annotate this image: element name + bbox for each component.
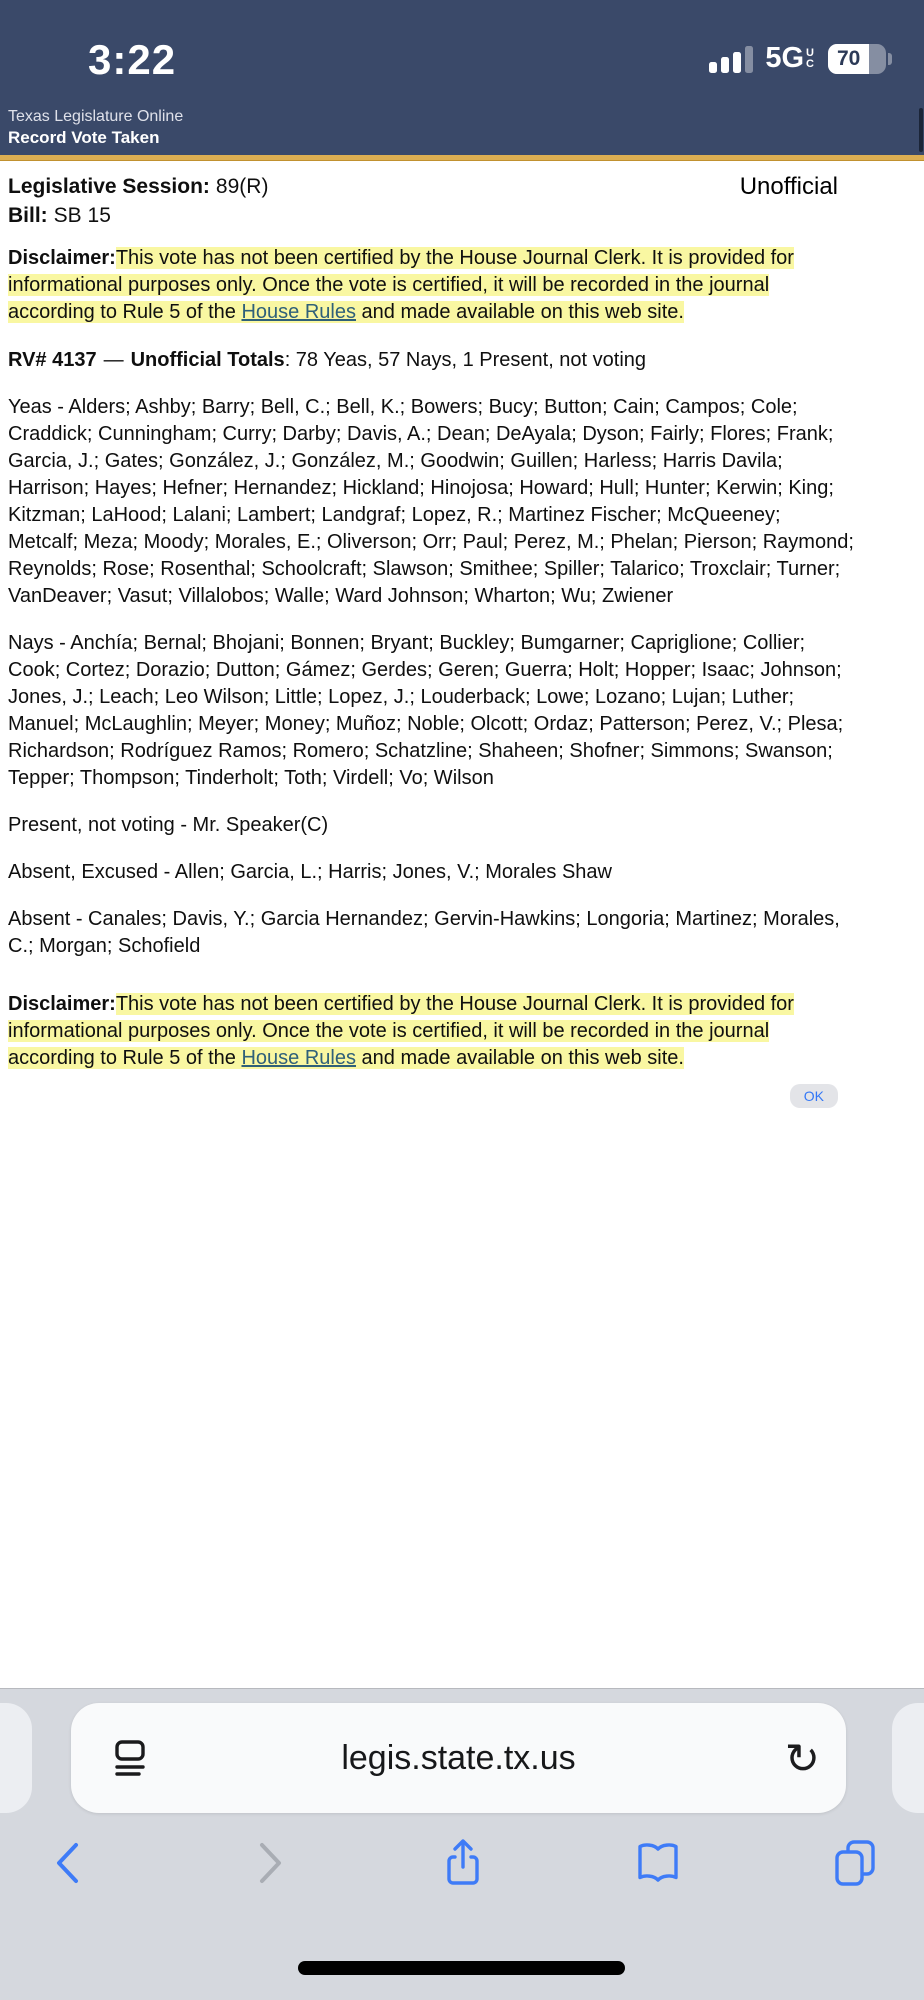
unofficial-tag: Unofficial (739, 173, 838, 200)
absent-list: Absent - Canales; Davis, Y.; Garcia Hernandez; Gervin-Hawkins; Longoria; Martinez; Morales, C.; Morgan; Schofield (8, 908, 840, 957)
nays-list: Nays - Anchía; Bernal; Bhojani; Bonnen; Bryant; Buckley; Bumgarner; Capriglione; Collier; Cook; Cortez; Dorazio; Dutton; Gámez; Gerdes; Geren; Guerra; Holt; Hopper; Isaac; Johnson; Jones, J.; Leach; Leo Wilson; Little; Lopez, J.; Louderback; Lowe; Lozano; Lujan; Luther; Manuel; McLaughlin; Meyer; Money; Muñoz; Noble; Olcott; Ordaz; Patterson; Perez, V.; Plesa; Richardson; Rodríguez Ramos; Romero; Schatzline; Shaheen; Shofner; Simmons; Swanson; Tepper; Thompson; Tinderholt; Toth; Virdell; Vo; Wilson (8, 632, 844, 789)
bookmarks-button[interactable] (629, 1834, 687, 1892)
reload-icon[interactable]: ↻ (784, 1733, 820, 1783)
session-label: Legislative Session: (8, 175, 210, 198)
battery-percent: 70 (837, 46, 861, 70)
scrollbar-indicator[interactable] (919, 108, 923, 152)
forward-button[interactable] (239, 1834, 297, 1892)
share-button[interactable] (434, 1834, 492, 1892)
url-text: legis.state.tx.us (341, 1738, 576, 1777)
open-book-icon (630, 1835, 686, 1891)
safari-bottom-chrome (0, 1688, 924, 2000)
back-button[interactable] (41, 1834, 99, 1892)
legislative-session-row (8, 172, 854, 201)
house-rules-link[interactable]: House Rules (241, 301, 356, 323)
bill-label: Bill: (8, 204, 48, 227)
totals-label: Unofficial Totals (130, 349, 285, 371)
record-vote-totals: RV# 4137 — Unofficial Totals: 78 Yeas, 57 Nays, 1 Present, not voting (8, 349, 647, 371)
page-title: Record Vote Taken (8, 128, 160, 147)
rv-number: RV# 4137 (8, 349, 97, 371)
cellular-signal-icon (709, 45, 753, 73)
disclaimer-bottom: Disclaimer:This vote has not been certified by the House Journal Clerk. It is provided for informational purposes only. Once the vote is certified, it will be recorded in the journal according to Rule 5 of the House Rules and made available on this web site. (8, 993, 794, 1069)
disclaimer-top: Disclaimer:This vote has not been certified by the House Journal Clerk. It is provided for informational purposes only. Once the vote is certified, it will be recorded in the journal according to Rule 5 of the House Rules and made available on this web site. (8, 247, 794, 323)
site-name: Texas Legislature Online (8, 108, 184, 125)
ok-button-row (8, 1082, 854, 1109)
bill-row (8, 201, 854, 230)
previous-tab-edge[interactable] (0, 1703, 32, 1813)
totals-values: : 78 Yeas, 57 Nays, 1 Present, not voting (284, 349, 647, 371)
present-not-voting-list: Present, not voting - Mr. Speaker(C) (8, 814, 329, 836)
tabs-button[interactable] (826, 1834, 884, 1892)
yeas-list: Yeas - Alders; Ashby; Barry; Bell, C.; Bell, K.; Bowers; Bucy; Button; Cain; Campos; Cole; Craddick; Cunningham; Curry; Darby; Davis, A.; Dean; DeAyala; Dyson; Fairly; Flores; Frank; Garcia, J.; Gates; González, J.; González, M.; Goodwin; Guillen; Harless; Harris Davila; Harrison; Hayes; Hefner; Hernandez; Hickland; Hinojosa; Howard; Hull; Hunter; Kerwin; King; Kitzman; LaHood; Lalani; Lambert; Landgraf; Lopez, R.; Martinez Fischer; McQueeney; Metcalf; Meza; Moody; Morales, E.; Oliverson; Orr; Paul; Perez, M.; Phelan; Pierson; Raymond; Reynolds; Rose; Rosenthal; Schoolcraft; Slawson; Smithee; Spiller; Talarico; Troxclair; Turner; VanDeaver; Vasut; Villalobos; Walle; Ward Johnson; Wharton; Wu; Zwiener (8, 396, 854, 607)
session-value: 89(R) (215, 175, 269, 198)
house-rules-link[interactable]: House Rules (241, 1047, 356, 1069)
next-tab-edge[interactable] (892, 1703, 924, 1813)
network-type-indicator: 5G U C (765, 42, 814, 74)
address-bar[interactable] (71, 1703, 846, 1813)
record-vote-document (8, 172, 854, 1109)
ok-button[interactable]: OK (790, 1084, 838, 1108)
gold-divider (0, 155, 924, 161)
battery-icon (828, 44, 892, 74)
status-icons (709, 42, 892, 75)
absent-excused-list: Absent, Excused - Allen; Garcia, L.; Harris; Jones, V.; Morales Shaw (8, 861, 612, 883)
tabs-icon (827, 1835, 883, 1891)
site-header-band (0, 0, 924, 155)
bill-value: SB 15 (53, 204, 111, 227)
chevron-right-icon (240, 1835, 296, 1891)
share-icon (435, 1835, 491, 1891)
status-time: 3:22 (88, 36, 177, 83)
chevron-left-icon (42, 1835, 98, 1891)
home-indicator[interactable] (298, 1961, 625, 1975)
disclaimer-label: Disclaimer: (8, 993, 116, 1015)
disclaimer-label: Disclaimer: (8, 247, 116, 269)
